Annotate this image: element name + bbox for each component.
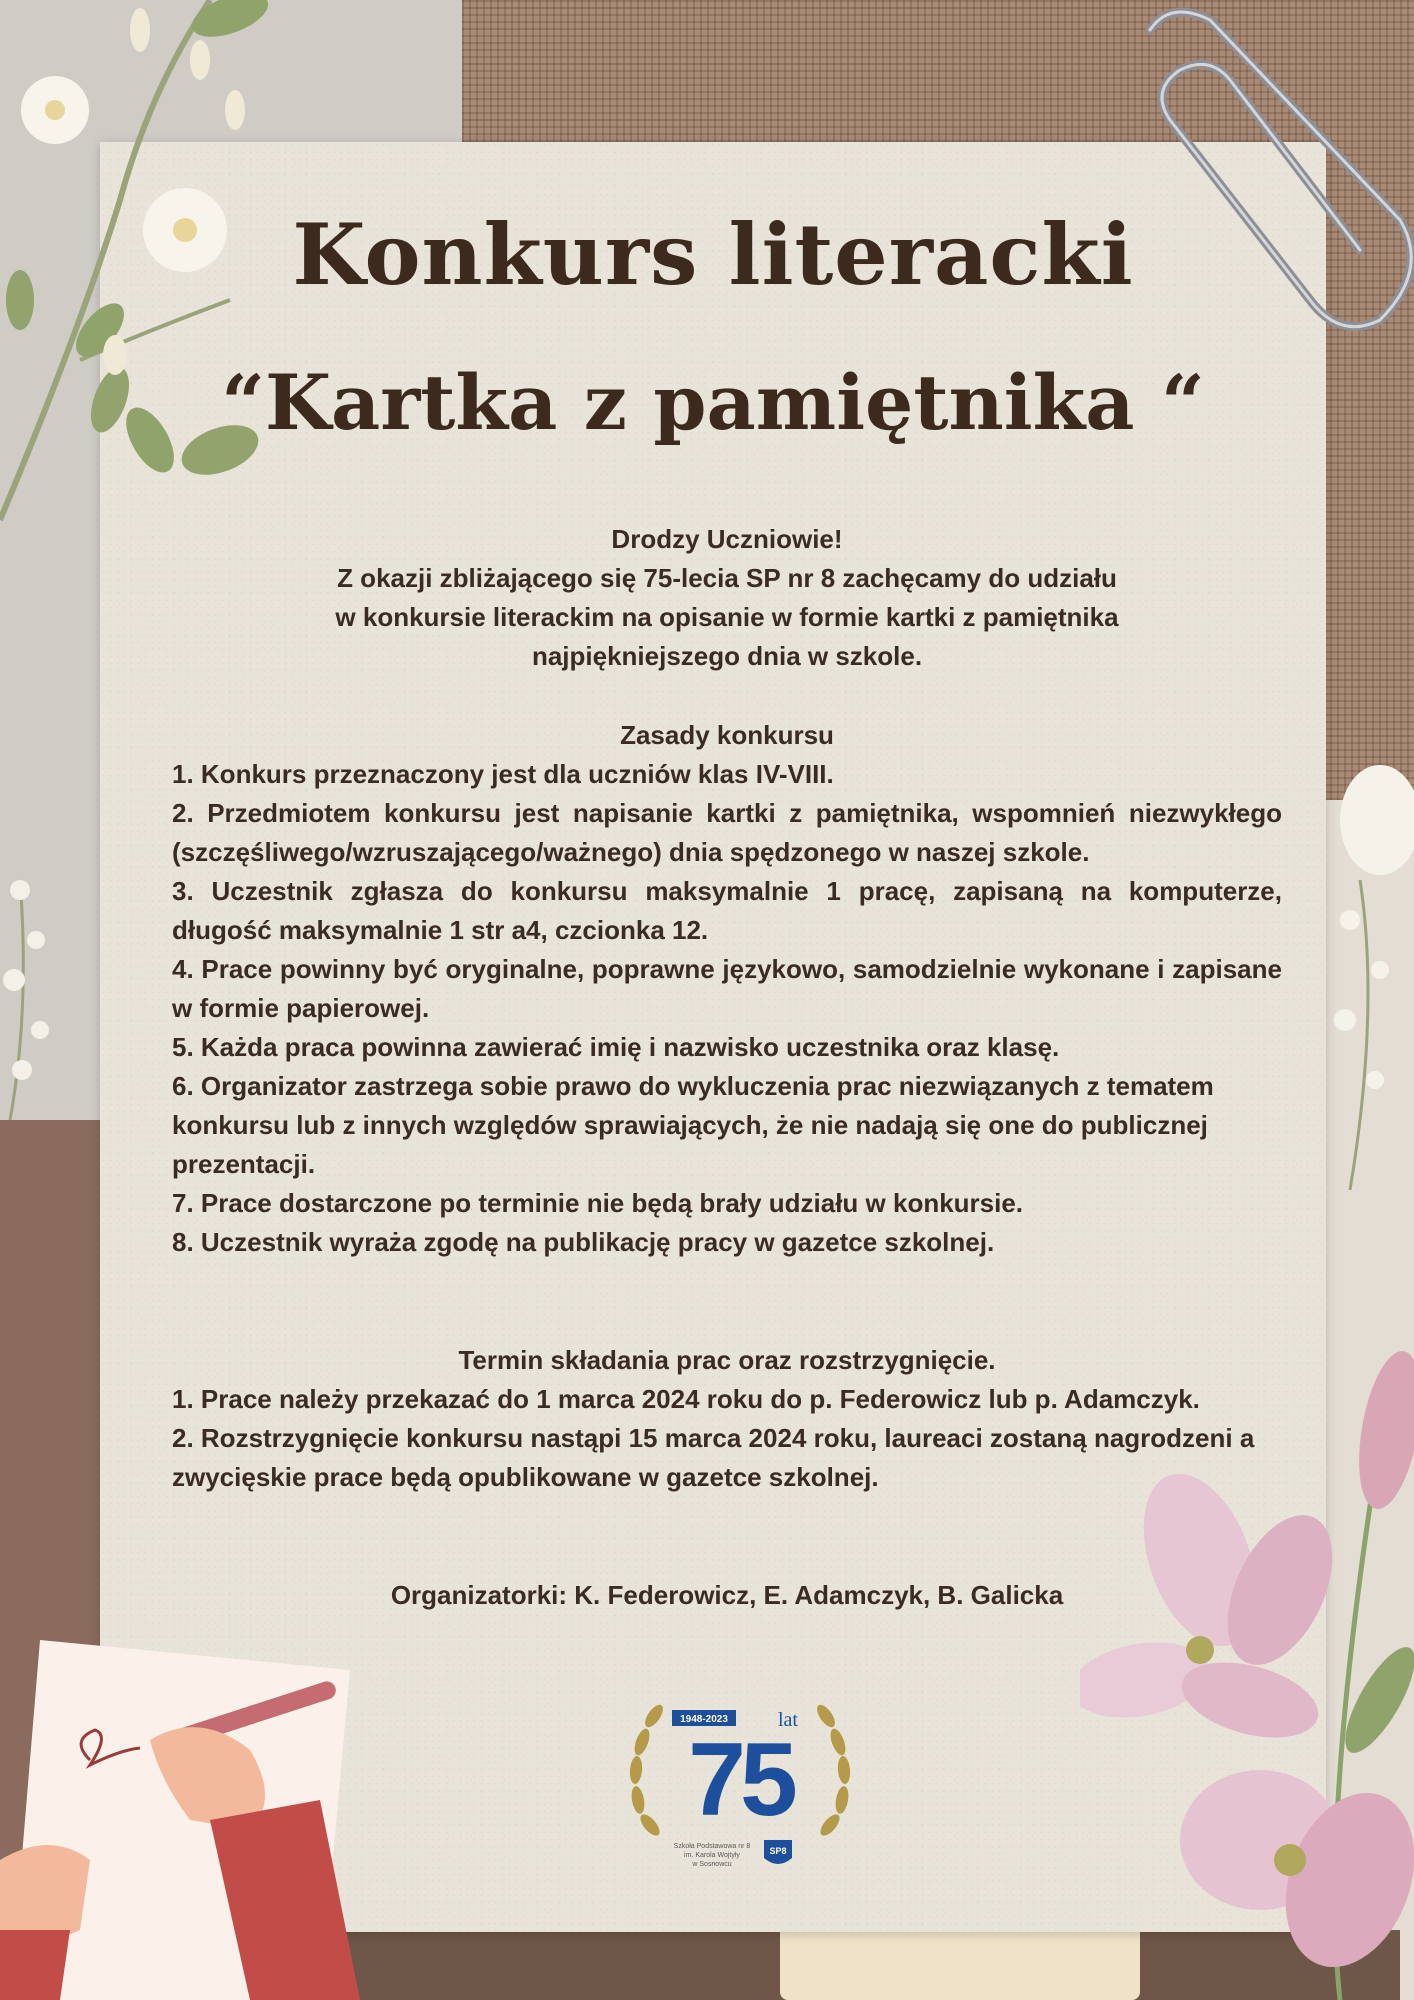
terms-item: 2. Rozstrzygnięcie konkursu nastąpi 15 marca 2024 roku, laureaci zostaną nagrodzeni a zwycięskie prace będą opublikowane w gazetce szkolnej. xyxy=(172,1423,1255,1492)
rules-section xyxy=(172,716,1282,1262)
greeting-section xyxy=(172,520,1282,676)
greeting-salutation: Drodzy Uczniowie! xyxy=(611,524,843,554)
rules-item: 6. Organizator zastrzega sobie prawo do wykluczenia prac niezwiązanych z tematem konkursu lub z innych względów sprawiających, że nie nadają się one do publicznej prezentacji. xyxy=(172,1071,1214,1179)
baby-breath-flowers-left xyxy=(0,860,80,1120)
logo-school-line: Szkoła Podstawowa nr 8 xyxy=(673,1843,751,1850)
writing-hand-illustration xyxy=(0,1630,420,2000)
logo-badge: SP8 xyxy=(769,1846,787,1856)
logo-lat: lat xyxy=(778,1709,798,1731)
logo-number: 75 xyxy=(688,1722,792,1838)
rules-item: 4. Prace powinny być oryginalne, poprawne językowo, samodzielnie wykonane i zapisane w formie papierowej. xyxy=(172,954,1282,1023)
rules-item: 2. Przedmiotem konkursu jest napisanie kartki z pamiętnika, wspomnień niezwykłego (szczęśliwego/wzruszającego/ważnego) dnia spędzonego w naszej szkole. xyxy=(172,798,1282,867)
page-subtitle: “Kartka z pamiętnika “ xyxy=(221,358,1205,447)
rules-item: 3. Uczestnik zgłasza do konkursu maksymalnie 1 pracę, zapisaną na komputerze, długość maksymalnie 1 str a4, czcionka 12. xyxy=(172,876,1282,945)
rules-item: 5. Każda praca powinna zawierać imię i nazwisko uczestnika oraz klasę. xyxy=(172,1032,1060,1062)
rules-item: 7. Prace dostarczone po terminie nie będą brały udziału w konkursie. xyxy=(172,1188,1024,1218)
rules-item: 1. Konkurs przeznaczony jest dla uczniów klas IV-VIII. xyxy=(172,759,834,789)
rules-item: 8. Uczestnik wyraża zgodę na publikację pracy w gazetce szkolnej. xyxy=(172,1227,995,1257)
terms-item: 1. Prace należy przekazać do 1 marca 2024 roku do p. Federowicz lub p. Adamczyk. xyxy=(172,1384,1200,1414)
greeting-line: najpiękniejszego dnia w szkole. xyxy=(531,641,923,671)
greeting-line: Z okazji zbliżającego się 75-lecia SP nr 8 zachęcamy do udziału xyxy=(337,563,1117,593)
page-title: Konkurs literacki xyxy=(292,205,1134,304)
organizers-line: Organizatorki: K. Federowicz, E. Adamczyk, B. Galicka xyxy=(390,1580,1064,1610)
logo-years: 1948-2023 xyxy=(680,1714,728,1725)
logo-school-line: w Sosnowcu xyxy=(692,1861,732,1868)
greeting-line: w konkursie literackim na opisanie w formie kartki z pamiętnika xyxy=(335,602,1119,632)
baby-breath-flowers-right xyxy=(1320,760,1414,1190)
rules-heading: Zasady konkursu xyxy=(620,720,834,750)
pink-flowers-decoration xyxy=(1080,1320,1414,2000)
logo-school-line: im. Karola Wojtyły xyxy=(684,1852,740,1859)
anniversary-logo xyxy=(620,1670,860,1890)
terms-heading: Termin składania prac oraz rozstrzygnięcie. xyxy=(458,1345,996,1375)
